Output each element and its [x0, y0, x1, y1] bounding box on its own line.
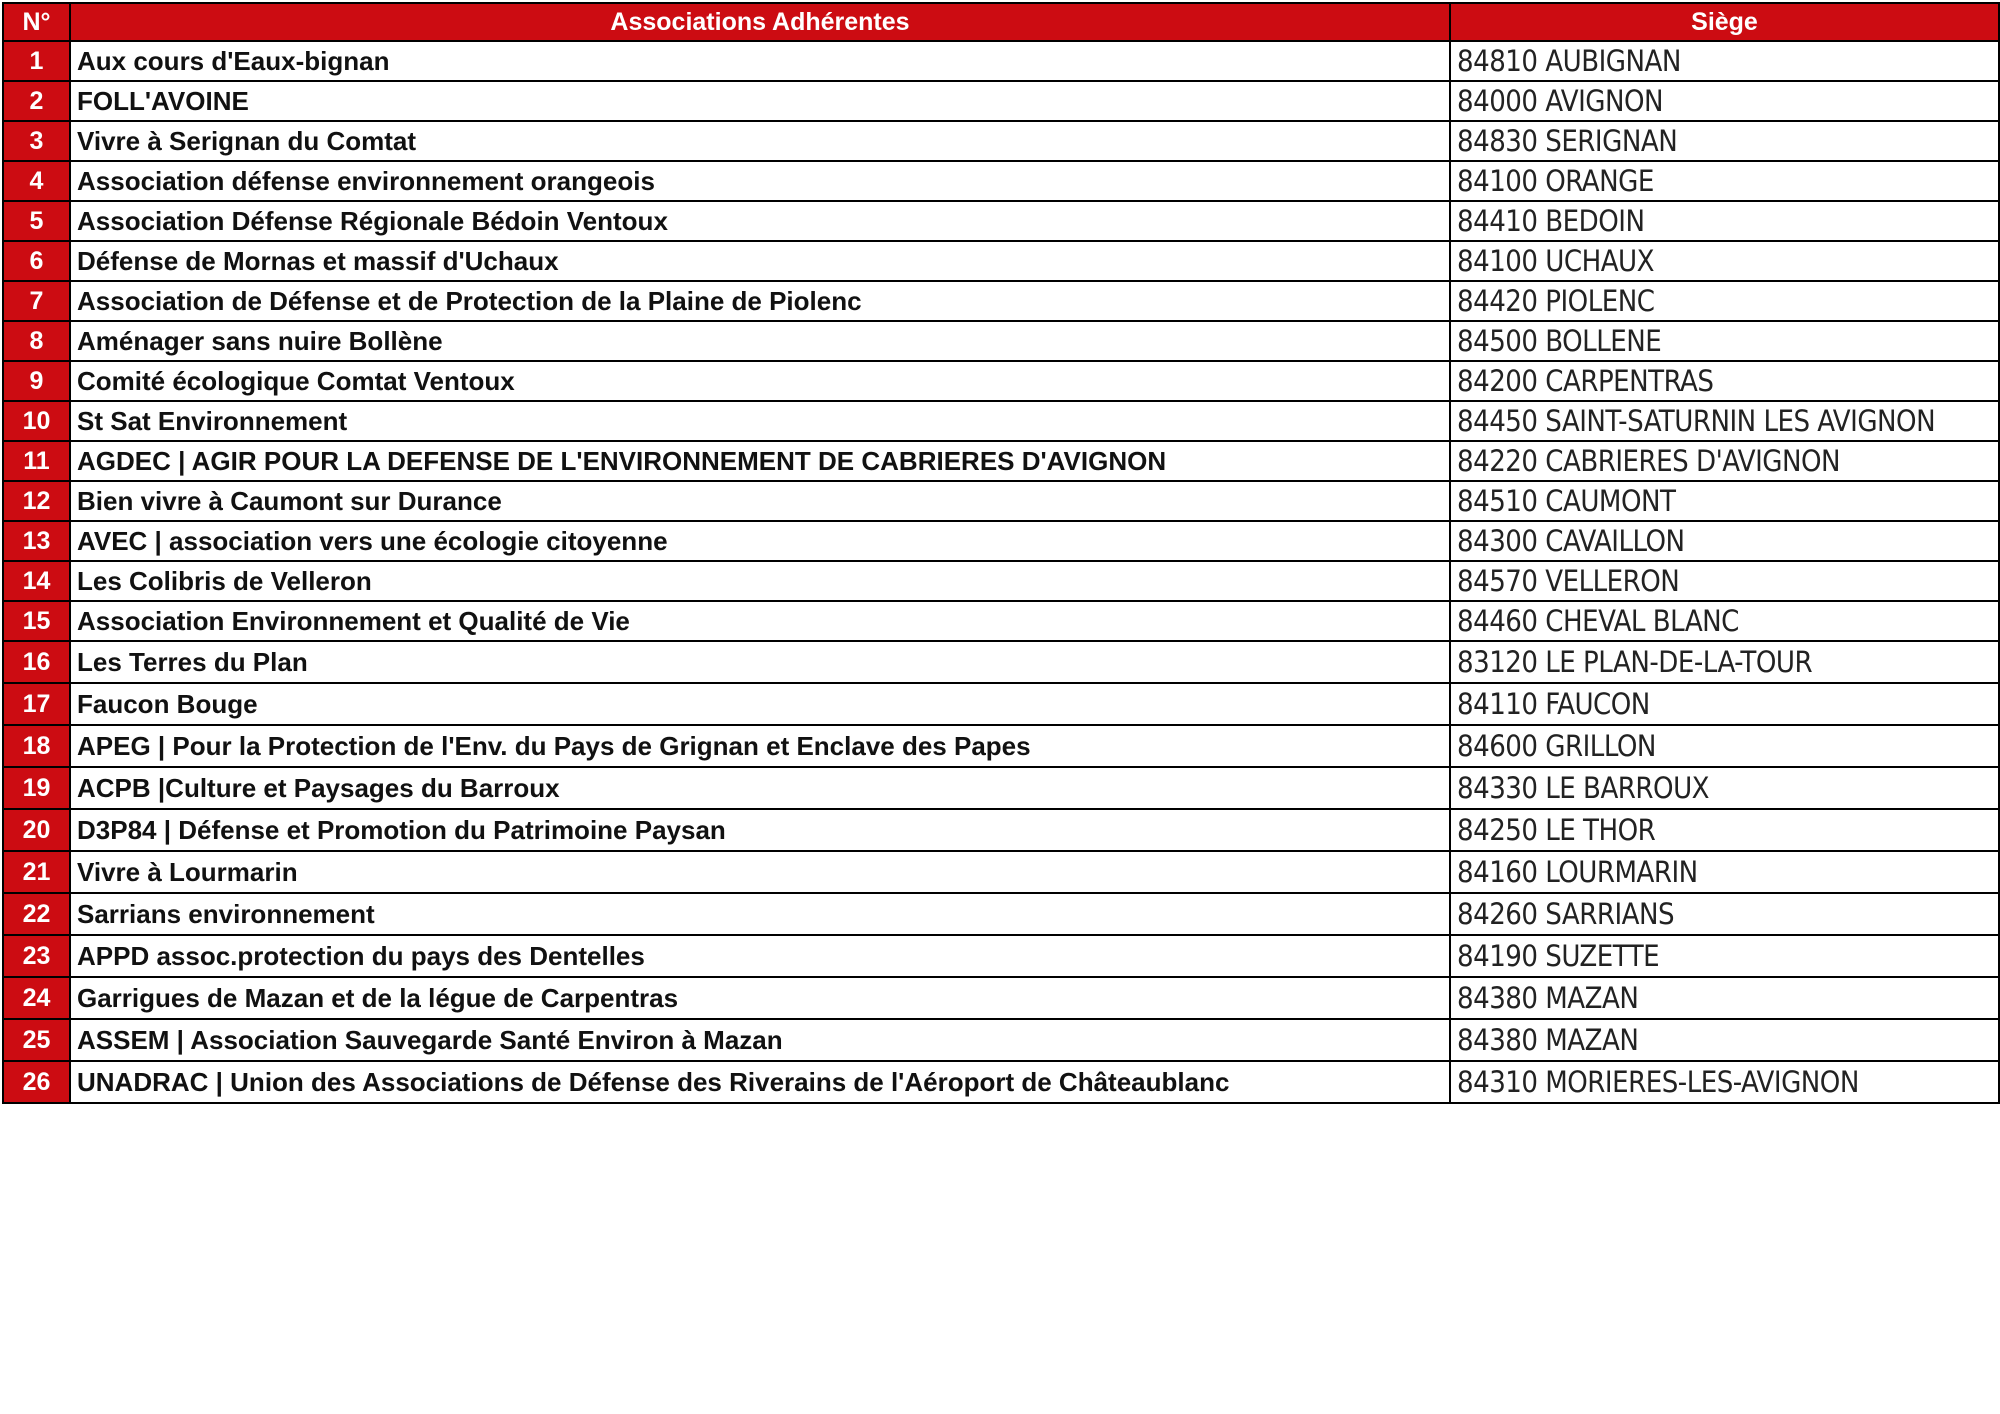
association-name: Association défense environnement orangeois [70, 161, 1450, 201]
header-seat: Siège [1450, 3, 1999, 41]
association-name: Sarrians environnement [70, 893, 1450, 935]
row-number: 15 [3, 601, 70, 641]
table-body [3, 41, 1999, 1103]
association-name: ACPB |Culture et Paysages du Barroux [70, 767, 1450, 809]
table-row [3, 935, 1999, 977]
table-row [3, 1019, 1999, 1061]
row-number: 22 [3, 893, 70, 935]
table-row [3, 401, 1999, 441]
table-row [3, 521, 1999, 561]
association-seat: 84190 SUZETTE [1450, 935, 1999, 977]
table-row [3, 201, 1999, 241]
association-seat: 83120 LE PLAN-DE-LA-TOUR [1450, 641, 1999, 683]
association-seat: 84000 AVIGNON [1450, 81, 1999, 121]
association-seat: 84330 LE BARROUX [1450, 767, 1999, 809]
association-seat: 84100 ORANGE [1450, 161, 1999, 201]
row-number: 25 [3, 1019, 70, 1061]
association-name: Association Défense Régionale Bédoin Ventoux [70, 201, 1450, 241]
associations-table [2, 2, 2000, 1104]
table-row [3, 809, 1999, 851]
association-seat: 84600 GRILLON [1450, 725, 1999, 767]
association-name: APPD assoc.protection du pays des Dentelles [70, 935, 1450, 977]
association-seat: 84160 LOURMARIN [1450, 851, 1999, 893]
table-header [3, 3, 1999, 41]
row-number: 4 [3, 161, 70, 201]
association-seat: 84570 VELLERON [1450, 561, 1999, 601]
association-seat: 84410 BEDOIN [1450, 201, 1999, 241]
row-number: 10 [3, 401, 70, 441]
table-row [3, 561, 1999, 601]
association-name: AGDEC | AGIR POUR LA DEFENSE DE L'ENVIRONNEMENT DE CABRIERES D'AVIGNON [70, 441, 1450, 481]
association-seat: 84830 SERIGNAN [1450, 121, 1999, 161]
row-number: 3 [3, 121, 70, 161]
association-seat: 84200 CARPENTRAS [1450, 361, 1999, 401]
row-number: 16 [3, 641, 70, 683]
row-number: 17 [3, 683, 70, 725]
association-seat: 84500 BOLLENE [1450, 321, 1999, 361]
table-row [3, 441, 1999, 481]
row-number: 9 [3, 361, 70, 401]
association-name: Comité écologique Comtat Ventoux [70, 361, 1450, 401]
association-name: FOLL'AVOINE [70, 81, 1450, 121]
table-row [3, 41, 1999, 81]
association-seat: 84260 SARRIANS [1450, 893, 1999, 935]
association-seat: 84380 MAZAN [1450, 1019, 1999, 1061]
row-number: 18 [3, 725, 70, 767]
header-row [3, 3, 1999, 41]
association-seat: 84380 MAZAN [1450, 977, 1999, 1019]
table-row [3, 725, 1999, 767]
row-number: 26 [3, 1061, 70, 1103]
association-seat: 84100 UCHAUX [1450, 241, 1999, 281]
row-number: 20 [3, 809, 70, 851]
table-row [3, 121, 1999, 161]
row-number: 5 [3, 201, 70, 241]
association-name: Association Environnement et Qualité de Vie [70, 601, 1450, 641]
table-row [3, 767, 1999, 809]
association-name: Bien vivre à Caumont sur Durance [70, 481, 1450, 521]
table-row [3, 281, 1999, 321]
table-row [3, 481, 1999, 521]
table-row [3, 683, 1999, 725]
table-row [3, 321, 1999, 361]
association-name: UNADRAC | Union des Associations de Défense des Riverains de l'Aéroport de Châteaublanc [70, 1061, 1450, 1103]
association-name: Aux cours d'Eaux-bignan [70, 41, 1450, 81]
association-name: Défense de Mornas et massif d'Uchaux [70, 241, 1450, 281]
table-row [3, 641, 1999, 683]
association-seat: 84810 AUBIGNAN [1450, 41, 1999, 81]
table-row [3, 851, 1999, 893]
association-seat: 84110 FAUCON [1450, 683, 1999, 725]
association-name: D3P84 | Défense et Promotion du Patrimoine Paysan [70, 809, 1450, 851]
association-name: Faucon Bouge [70, 683, 1450, 725]
table-row [3, 893, 1999, 935]
row-number: 23 [3, 935, 70, 977]
association-seat: 84220 CABRIERES D'AVIGNON [1450, 441, 1999, 481]
association-name: Vivre à Serignan du Comtat [70, 121, 1450, 161]
table-row [3, 361, 1999, 401]
table-row [3, 1061, 1999, 1103]
table-row [3, 977, 1999, 1019]
association-name: Garrigues de Mazan et de la légue de Carpentras [70, 977, 1450, 1019]
association-name: AVEC | association vers une écologie citoyenne [70, 521, 1450, 561]
association-seat: 84510 CAUMONT [1450, 481, 1999, 521]
row-number: 7 [3, 281, 70, 321]
table-row [3, 601, 1999, 641]
association-seat: 84250 LE THOR [1450, 809, 1999, 851]
association-seat: 84460 CHEVAL BLANC [1450, 601, 1999, 641]
row-number: 11 [3, 441, 70, 481]
association-name: Aménager sans nuire Bollène [70, 321, 1450, 361]
row-number: 19 [3, 767, 70, 809]
row-number: 8 [3, 321, 70, 361]
row-number: 2 [3, 81, 70, 121]
association-name: St Sat Environnement [70, 401, 1450, 441]
row-number: 6 [3, 241, 70, 281]
row-number: 24 [3, 977, 70, 1019]
table-row [3, 81, 1999, 121]
association-seat: 84420 PIOLENC [1450, 281, 1999, 321]
header-num: N° [3, 3, 70, 41]
table-row [3, 241, 1999, 281]
association-name: Association de Défense et de Protection de la Plaine de Piolenc [70, 281, 1450, 321]
row-number: 1 [3, 41, 70, 81]
table-row [3, 161, 1999, 201]
association-seat: 84310 MORIERES-LES-AVIGNON [1450, 1061, 1999, 1103]
row-number: 14 [3, 561, 70, 601]
association-name: Les Colibris de Velleron [70, 561, 1450, 601]
association-name: Vivre à Lourmarin [70, 851, 1450, 893]
association-name: APEG | Pour la Protection de l'Env. du Pays de Grignan et Enclave des Papes [70, 725, 1450, 767]
row-number: 12 [3, 481, 70, 521]
association-seat: 84450 SAINT-SATURNIN LES AVIGNON [1450, 401, 1999, 441]
association-name: ASSEM | Association Sauvegarde Santé Environ à Mazan [70, 1019, 1450, 1061]
header-associations: Associations Adhérentes [70, 3, 1450, 41]
row-number: 13 [3, 521, 70, 561]
association-seat: 84300 CAVAILLON [1450, 521, 1999, 561]
association-name: Les Terres du Plan [70, 641, 1450, 683]
row-number: 21 [3, 851, 70, 893]
